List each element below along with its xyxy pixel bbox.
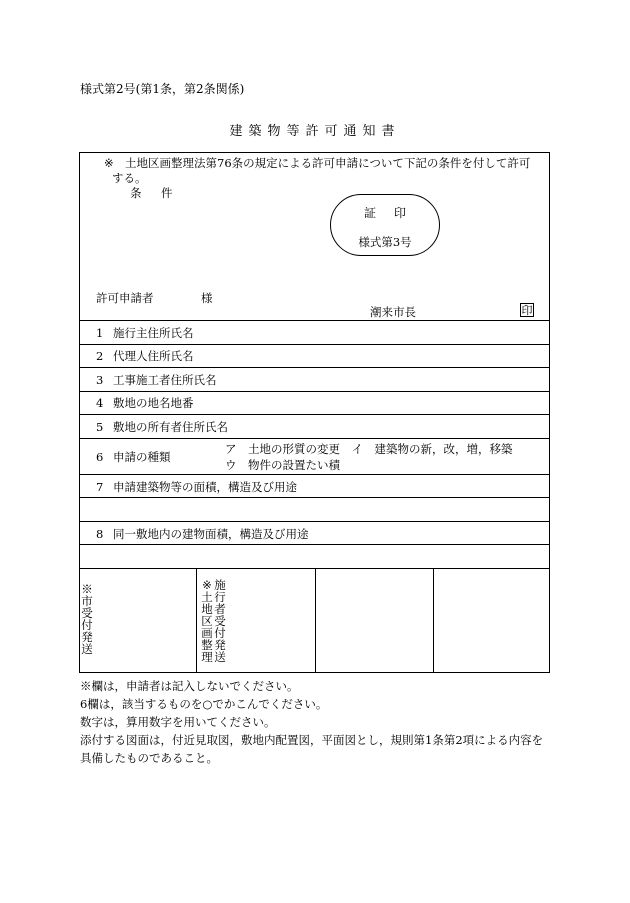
row-label-application-type: 申請の種類 [113,450,171,464]
row-number: 2 [96,349,104,363]
column-divider [315,568,316,673]
land-readjustment-mark: ※ [202,578,212,592]
row-divider [79,320,550,321]
application-type-options-line2: ウ 物件の設置たい積 [225,458,340,472]
land-readjustment-label: 土地区画整理 [201,590,213,664]
row-label-building-area: 申請建築物等の面積，構造及び用途 [113,480,297,494]
applicant-honorific: 様 [201,291,213,305]
note-item: 添付する図面は，付近見取図，敷地内配置図，平面図とし，規則第1条第2項による内容を [80,733,544,747]
row-label-contractor: 工事施工者住所氏名 [113,373,217,387]
row-divider [79,497,550,498]
note-item: ※欄は，申請者は記入しないでください。 [80,679,299,693]
city-receipt-label: ※市受付発送 [81,582,93,656]
row-number: 8 [96,527,104,541]
conditions-label: 条 件 [130,186,177,200]
conditions-marker: ※ [104,156,114,170]
row-label-agent: 代理人住所氏名 [113,349,194,363]
row-divider [79,367,550,368]
stamp-label: 証印 [363,206,424,220]
row-label-land-owner: 敷地の所有者住所氏名 [113,420,228,434]
note-item: 6欄は，該当するものを○でかこんでください。 [80,697,328,711]
column-divider [196,568,197,673]
applicant-label: 許可申請者 [96,291,154,305]
row-divider [79,391,550,392]
row-label-owner: 施行主住所氏名 [113,326,194,340]
application-type-options-line1: ア 土地の形質の変更 イ 建築物の新，改，増，移築 [225,442,513,456]
row-number: 1 [96,326,104,340]
document-title: 建築物等許可通知書 [229,124,401,139]
row-divider [79,474,550,475]
conditions-statement-line2: する。 [112,171,147,185]
note-item: 数字は，算用数字を用いてください。 [80,715,276,729]
seal-box: 印 [521,304,533,317]
row-number: 7 [96,480,104,494]
row-divider [79,521,550,522]
row-number: 3 [96,373,104,387]
row-number: 6 [96,450,104,464]
row-number: 5 [96,420,104,434]
row-divider [79,438,550,439]
row-divider [79,414,550,415]
note-item: 具備したものであること。 [80,751,218,765]
column-divider [433,568,434,673]
row-divider [79,544,550,545]
row-divider [79,344,550,345]
row-label-same-site-area: 同一敷地内の建物面積，構造及び用途 [113,527,309,541]
conditions-statement-line1: 土地区画整理法第76条の規定による許可申請について下記の条件を付して許可 [125,156,531,170]
mayor-title: 潮来市長 [370,305,416,319]
row-number: 4 [96,396,104,410]
form-number: 様式第2号(第1条，第2条関係) [80,82,245,96]
row-label-lot: 敷地の地名地番 [113,396,194,410]
implementer-receipt-label: 施行者受付発送 [214,578,226,664]
stamp-form-ref: 様式第3号 [358,235,412,249]
